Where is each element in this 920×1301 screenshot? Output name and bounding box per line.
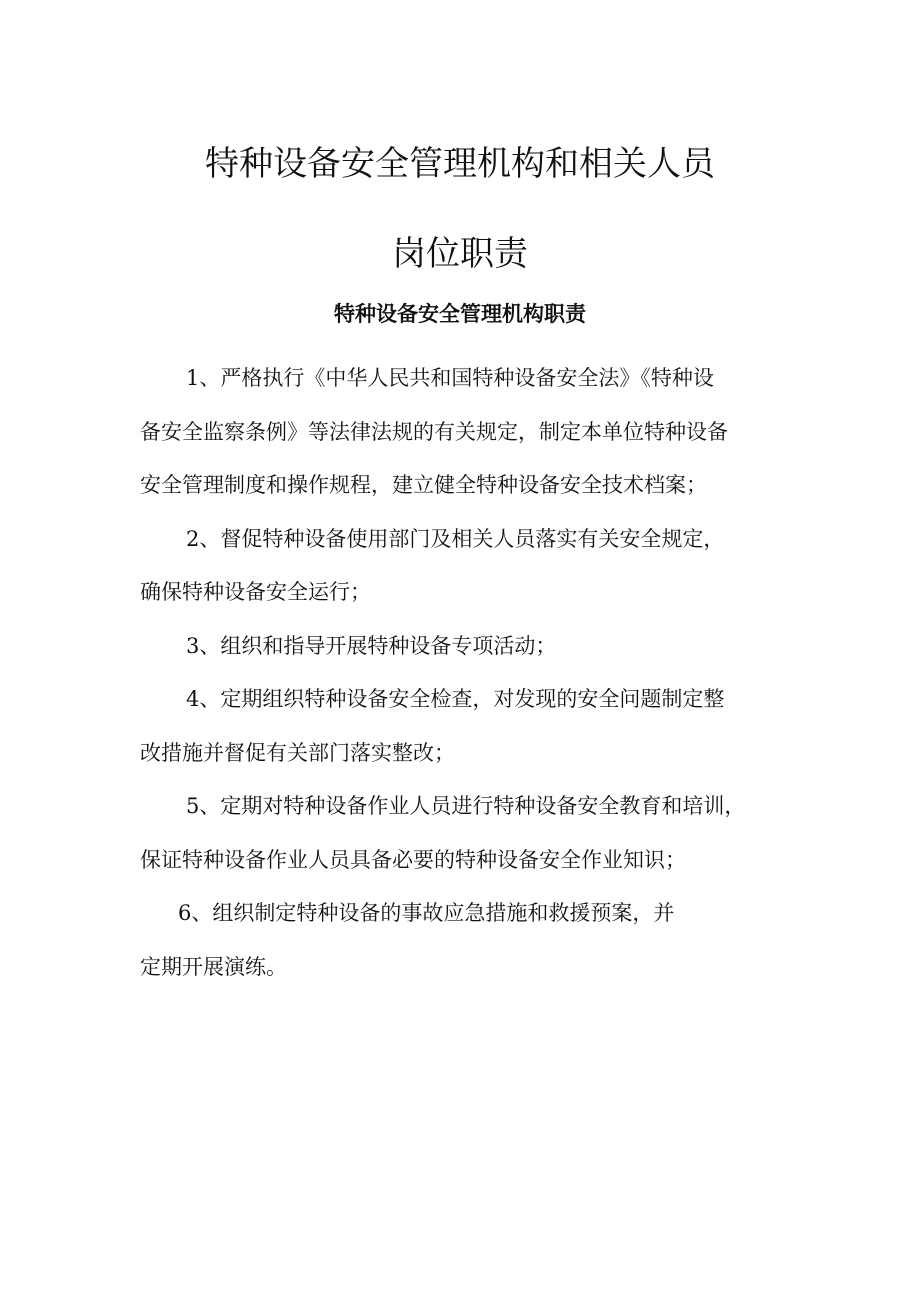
duties-list: [140, 352, 800, 994]
duty-6-line-1: 6、组织制定特种设备的事故应急措施和救援预案，并: [178, 901, 675, 925]
duty-4-line-2: 改措施并督促有关部门落实整改；: [140, 740, 455, 765]
document-title-line-2: 岗位职责: [392, 234, 528, 274]
duty-5-line-1: 5、定期对特种设备作业人员进行特种设备安全教育和培训，: [186, 794, 746, 818]
document-title-line-1: 特种设备安全管理机构和相关人员: [205, 144, 715, 184]
duty-2-line-2: 确保特种设备安全运行；: [140, 580, 371, 604]
duty-1-line-2: 备安全监察条例》等法律法规的有关规定，制定本单位特种设备: [140, 419, 728, 444]
duty-1-line-3: 安全管理制度和操作规程，建立健全特种设备安全技术档案；: [140, 473, 707, 497]
section-heading: 特种设备安全管理机构职责: [334, 302, 586, 326]
duty-3-line-1: 3、组织和指导开展特种设备专项活动；: [186, 633, 557, 658]
duty-5-line-2: 保证特种设备作业人员具备必要的特种设备安全作业知识；: [140, 847, 686, 872]
duty-2-line-1: 2、督促特种设备使用部门及相关人员落实有关安全规定，: [186, 526, 725, 551]
duty-4-line-1: 4、定期组织特种设备安全检查，对发现的安全问题制定整: [186, 687, 725, 711]
duty-1-line-1: 1、严格执行《中华人民共和国特种设备安全法》《特种设: [186, 366, 714, 390]
duty-6-line-2: 定期开展演练。: [140, 954, 287, 979]
